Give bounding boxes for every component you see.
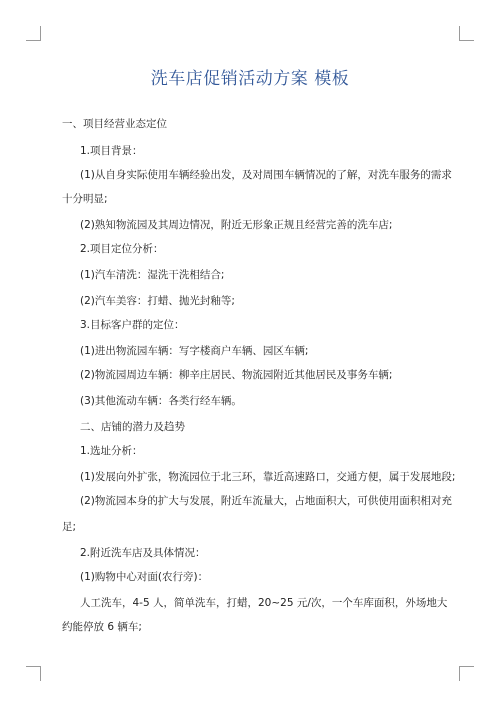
paragraph: (1)进出物流园车辆：写字楼商户车辆、园区车辆;	[80, 345, 309, 357]
paragraph: (2)熟知物流园及其周边情况，附近无形象正规且经营完善的洗车店;	[80, 219, 393, 231]
paragraph: 约能停放 6 辆车;	[62, 621, 142, 633]
paragraph: (2)物流园本身的扩大与发展，附近车流量大，占地面积大，可供使用面积相对充	[80, 495, 452, 507]
paragraph: (1)从自身实际使用车辆经验出发，及对周围车辆情况的了解，对洗车服务的需求	[80, 169, 452, 181]
paragraph: 十分明显;	[62, 193, 108, 205]
crop-mark-top-left-h	[26, 40, 40, 41]
document-title: 洗车店促销活动方案 模板	[150, 69, 350, 89]
paragraph: (1)汽车清洗：湿洗干洗相结合;	[80, 269, 225, 281]
paragraph: 人工洗车，4-5 人，简单洗车，打蜡，20~25 元/次，一个车库面积，外场地大	[80, 597, 448, 609]
crop-mark-bottom-right-v	[459, 666, 460, 681]
paragraph: (1)发展向外扩张，物流园位于北三环，靠近高速路口，交通方便，属于发展地段;	[80, 471, 456, 483]
paragraph: (2)汽车美容：打蜡、抛光封釉等;	[80, 295, 235, 307]
crop-mark-top-left-v	[40, 26, 41, 41]
paragraph: 足;	[62, 521, 77, 533]
paragraph: (1)购物中心对面(农行旁)：	[80, 571, 209, 583]
paragraph: 一、项目经营业态定位	[62, 118, 167, 130]
crop-mark-bottom-left-v	[40, 666, 41, 681]
crop-mark-top-right-v	[459, 26, 460, 41]
paragraph: 2.附近洗车店及具体情况：	[80, 547, 206, 559]
paragraph: 1.选址分析：	[80, 445, 143, 457]
paragraph: (3)其他流动车辆：各类行经车辆。	[80, 395, 242, 407]
crop-mark-top-right-h	[460, 40, 474, 41]
section-heading: 二、店铺的潜力及趋势	[80, 421, 185, 433]
paragraph: (2)物流园周边车辆：柳辛庄居民、物流园附近其他居民及事务车辆;	[80, 369, 393, 381]
crop-mark-bottom-right-h	[460, 666, 474, 667]
crop-mark-bottom-left-h	[26, 666, 40, 667]
paragraph: 1.项目背景：	[80, 145, 143, 157]
paragraph: 2.项目定位分析：	[80, 243, 164, 255]
paragraph: 3.目标客户群的定位：	[80, 319, 185, 331]
